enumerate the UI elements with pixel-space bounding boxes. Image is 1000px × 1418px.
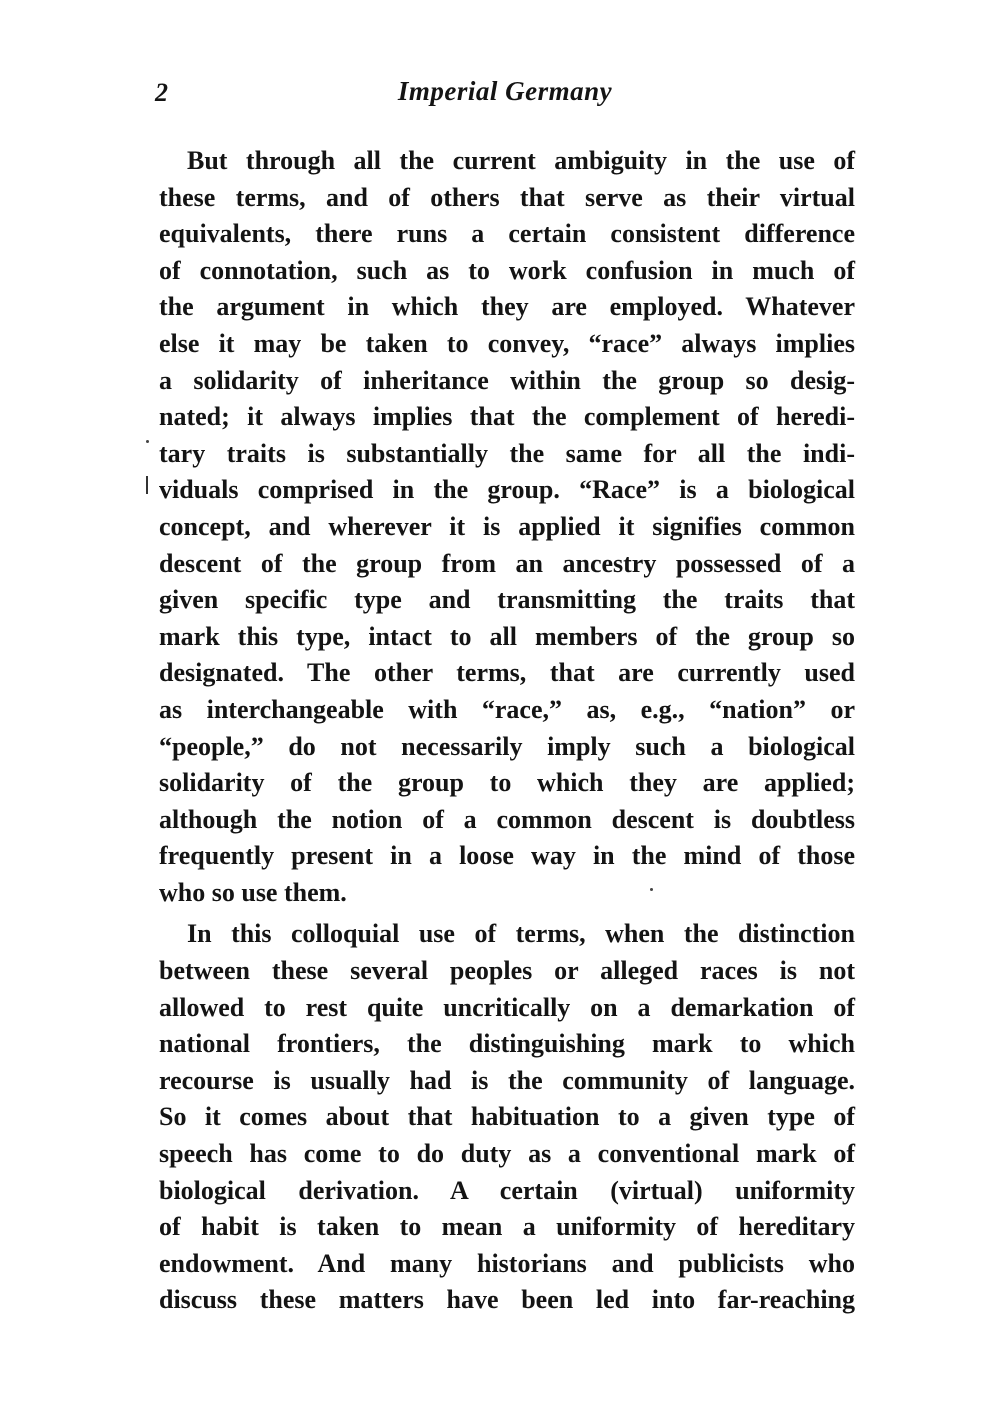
text-line: But through all the current ambiguity in the use of	[187, 146, 855, 175]
text-line: as interchangeable with “race,” as, e.g., “nation” or	[159, 694, 855, 724]
text-line: of connotation, such as to work confusion in much of	[159, 255, 855, 285]
margin-mark	[146, 476, 148, 494]
text-line: equivalents, there runs a certain consistent difference	[159, 219, 855, 249]
text-line: between these several peoples or alleged races is not	[159, 956, 855, 986]
text-line: In this colloquial use of terms, when the distinction	[187, 919, 855, 949]
running-title: Imperial Germany	[397, 76, 613, 106]
text-line: these terms, and of others that serve as their virtual	[159, 182, 855, 212]
text-line: of habit is taken to mean a uniformity of hereditary	[159, 1212, 855, 1242]
paragraph-1	[159, 143, 855, 911]
text-line: So it comes about that habituation to a given type of	[159, 1102, 855, 1132]
text-line: allowed to rest quite uncritically on a demarkation of	[159, 992, 855, 1022]
text-line: although the notion of a common descent is doubtless	[159, 804, 855, 834]
text-line: concept, and wherever it is applied it signifies common	[159, 511, 855, 541]
running-head	[155, 70, 855, 116]
text-line: speech has come to do duty as a conventional mark of	[159, 1139, 855, 1169]
page-number: 2	[155, 78, 168, 107]
text-line: “people,” do not necessarily imply such a biological	[159, 731, 855, 761]
text-line: else it may be taken to convey, “race” always implies	[159, 328, 855, 358]
text-line: recourse is usually had is the community of language.	[159, 1065, 855, 1095]
text-line: viduals comprised in the group. “Race” is a biological	[159, 475, 855, 505]
scan-speck	[146, 440, 149, 443]
text-line: descent of the group from an ancestry possessed of a	[159, 548, 855, 578]
text-line: nated; it always implies that the complement of heredi-	[159, 402, 855, 432]
body-text	[159, 143, 855, 1319]
text-line: frequently present in a loose way in the mind of those	[159, 841, 855, 871]
text-line: mark this type, intact to all members of the group so	[159, 621, 855, 651]
text-line: who so use them.	[159, 877, 347, 907]
text-line: the argument in which they are employed. Whatever	[159, 292, 855, 322]
text-line: national frontiers, the distinguishing mark to which	[159, 1029, 855, 1059]
text-line: biological derivation. A certain (virtual) uniformity	[159, 1175, 855, 1205]
text-line: a solidarity of inheritance within the group so desig-	[159, 365, 855, 395]
text-line: tary traits is substantially the same for all the indi-	[159, 438, 855, 468]
text-line: given specific type and transmitting the traits that	[159, 585, 855, 615]
text-line: designated. The other terms, that are currently used	[159, 658, 855, 688]
paragraph-2	[159, 916, 855, 1319]
text-line: endowment. And many historians and publicists who	[159, 1248, 855, 1278]
text-line: solidarity of the group to which they are applied;	[159, 768, 855, 798]
text-line: discuss these matters have been led into far-reaching	[159, 1285, 855, 1315]
